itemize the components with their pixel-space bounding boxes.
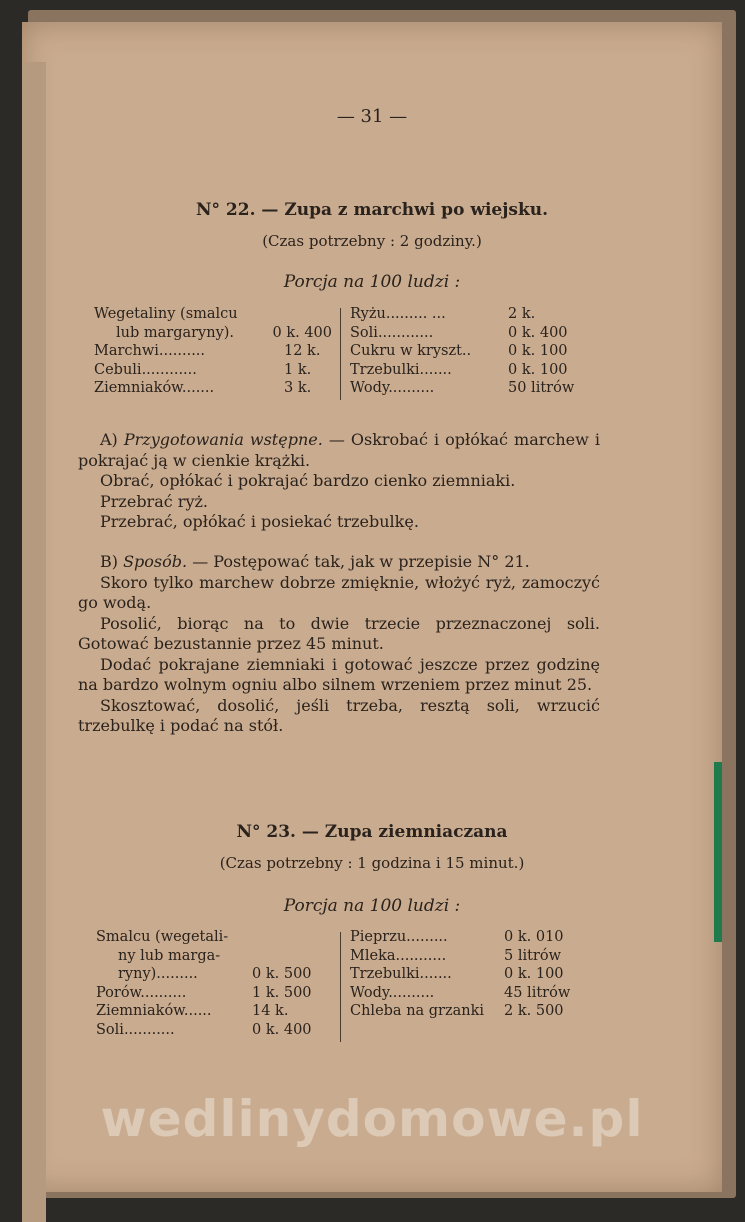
ingredient-row: Pieprzu......... 0 k. 010 [350, 929, 564, 945]
ingredient-row: Wegetaliny (smalcu [94, 306, 238, 322]
preparation-line: Przebrać, opłókać i posiekać trzebulkę. [100, 512, 419, 531]
recipe-22-title: N° 22. — Zupa z marchwi po wiejsku. [195, 200, 549, 220]
ingredient-row: Ryżu......... ... 2 k. [350, 306, 536, 322]
method-intro: B) Sposób. — Postępować tak, jak w przepisie N° 21. [100, 552, 530, 571]
book-page [22, 22, 722, 1192]
recipe-22-preparation [78, 430, 600, 533]
method-line: Skoro tylko marchew dobrze zmięknie, włożyć ryż, zamoczyć go wodą. [78, 572, 600, 612]
ingredient-row: Chleba na grzanki 2 k. 500 [350, 1003, 564, 1019]
page-number: — 31 — [336, 106, 408, 127]
recipe-22-time: (Czas potrzebny : 2 godziny.) [262, 232, 482, 250]
ingredient-row: Trzebulki....... 0 k. 100 [350, 361, 568, 378]
recipe-23-time: (Czas potrzebny : 1 godzina i 15 minut.) [219, 854, 525, 872]
method-line: Posolić, biorąc na to dwie trzecie przeznaczonej soli. Gotować bezustannie przez 45 minut. [78, 613, 600, 653]
recipe-22-ingredients-left [94, 305, 332, 398]
ingredient-row: Wody.......... 45 litrów [350, 984, 571, 1001]
ingredient-row: Cebuli............ 1 k. [94, 361, 312, 378]
ingredient-row: Smalcu (wegetali- [96, 929, 229, 945]
recipe-22-method [78, 552, 600, 737]
ingredient-row: Mleka........... 5 litrów [350, 947, 562, 964]
preparation-line: Przebrać ryż. [100, 491, 208, 511]
column-divider [340, 932, 341, 1042]
watermark: wedlinydomowe.pl [100, 1090, 644, 1148]
ingredient-row: Ziemniaków....... 3 k. [94, 380, 312, 396]
recipe-23-title: N° 23. — Zupa ziemniaczana [236, 822, 508, 842]
column-divider [340, 308, 341, 400]
preparation-line: Obrać, opłókać i pokrajać bardzo cienko ziemniaki. [100, 471, 516, 490]
ingredient-row: Ziemniaków...... 14 k. [96, 1003, 289, 1019]
recipe-22-portion: Porcja na 100 ludzi : [283, 272, 461, 292]
recipe-23-portion: Porcja na 100 ludzi : [283, 896, 461, 916]
preparation-intro: A) Przygotowania wstępne. — Oskrobać i opłókać marchew i pokrajać ją w cienkie krążki. [78, 430, 600, 470]
ingredient-row: Soli........... 0 k. 400 [96, 1021, 312, 1038]
ingredient-row: Cukru w kryszt.. 0 k. 100 [350, 343, 568, 359]
ingredient-row: lub margaryny). 0 k. 400 [116, 324, 332, 341]
ingredient-row: ryny)......... 0 k. 500 [118, 966, 312, 982]
ingredient-row: Porów.......... 1 k. 500 [96, 984, 312, 1001]
method-line: Dodać pokrajane ziemniaki i gotować jeszcze przez godzinę na bardzo wolnym ogniu albo silnem wrzeniem przez minut 25. [78, 654, 600, 694]
ingredient-row: Wody.......... 50 litrów [350, 380, 575, 396]
ingredient-row: Trzebulki....... 0 k. 100 [350, 966, 564, 982]
recipe-23-ingredients-left [96, 928, 324, 1039]
recipe-22-ingredients-right [350, 305, 580, 398]
ingredient-row: Soli............ 0 k. 400 [350, 324, 568, 341]
recipe-23-ingredients-right [350, 928, 580, 1021]
ingredient-row: ny lub marga- [118, 947, 221, 964]
method-line: Skosztować, dosolić, jeśli trzeba, resztą soli, wrzucić trzebulkę i podać na stół. [78, 695, 600, 735]
ingredient-row: Marchwi.......... 12 k. [94, 343, 321, 359]
